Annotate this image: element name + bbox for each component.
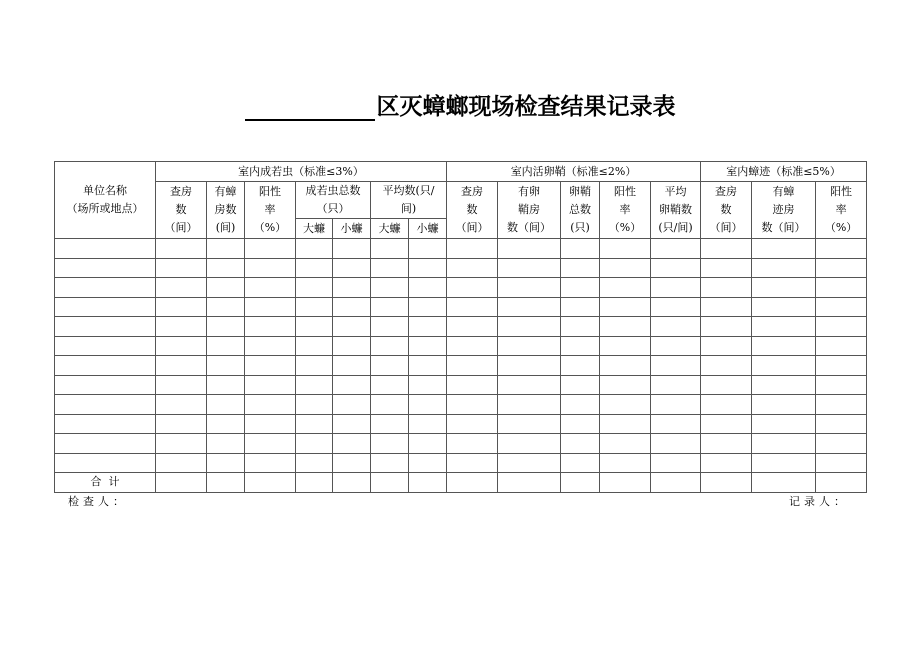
table-cell[interactable] [447,473,498,493]
table-cell[interactable] [498,395,561,415]
inspection-record-table [54,161,867,493]
table-cell[interactable] [55,278,156,298]
table-cell[interactable] [296,434,333,454]
table-cell[interactable] [156,317,207,337]
table-cell[interactable] [333,317,371,337]
table-cell[interactable] [701,336,752,356]
table-cell[interactable] [600,239,651,259]
table-cell[interactable] [156,434,207,454]
table-cell[interactable] [55,297,156,317]
table-cell[interactable] [409,239,447,259]
table-cell[interactable] [816,356,867,376]
table-cell[interactable] [409,297,447,317]
table-cell[interactable] [333,414,371,434]
total-row [55,473,867,493]
size-label-small: 小蠊 [409,219,447,239]
table-cell[interactable] [561,434,600,454]
table-cell[interactable] [651,278,701,298]
table-cell[interactable] [752,434,816,454]
col-header-rooms-with-traces: 有蟑 迹房 数（间） [752,182,816,239]
table-cell[interactable] [561,414,600,434]
table-cell[interactable] [296,278,333,298]
table-cell[interactable] [447,278,498,298]
table-row [55,317,867,337]
table-cell[interactable] [752,258,816,278]
table-cell[interactable] [816,395,867,415]
table-cell[interactable] [701,297,752,317]
table-cell[interactable] [816,297,867,317]
table-cell[interactable] [245,317,296,337]
col-header-nymph-total: 成若虫总数 （只） [296,182,371,219]
district-name-blank [245,97,375,121]
table-cell[interactable] [409,356,447,376]
col-header-positive-rate-2: 阳性 率 （%） [600,182,651,239]
table-cell[interactable] [752,395,816,415]
table-row [55,375,867,395]
table-cell[interactable] [296,453,333,473]
size-label-small: 小蠊 [333,219,371,239]
table-cell[interactable] [156,375,207,395]
table-cell[interactable] [600,395,651,415]
table-cell[interactable] [600,414,651,434]
table-cell[interactable] [600,336,651,356]
table-cell[interactable] [600,317,651,337]
table-cell[interactable] [447,336,498,356]
col-header-rooms-with-oothecae: 有卵 鞘房 数（间） [498,182,561,239]
table-cell[interactable] [498,336,561,356]
table-cell[interactable] [333,473,371,493]
size-label-large: 大蠊 [296,219,333,239]
table-cell[interactable] [498,453,561,473]
table-cell[interactable] [333,453,371,473]
table-cell[interactable] [245,395,296,415]
total-label: 合 计 [55,473,156,493]
table-cell[interactable] [498,239,561,259]
table-cell[interactable] [371,239,409,259]
table-cell[interactable] [55,336,156,356]
table-row [55,414,867,434]
table-cell[interactable] [245,258,296,278]
table-cell[interactable] [333,239,371,259]
table-cell[interactable] [409,317,447,337]
col-header-rooms-checked: 查房 数 （间） [156,182,207,239]
document-title [0,88,920,121]
table-cell[interactable] [447,239,498,259]
table-cell[interactable] [296,297,333,317]
table-row [55,395,867,415]
table-cell[interactable] [816,317,867,337]
table-cell[interactable] [409,453,447,473]
table-cell[interactable] [701,317,752,337]
table-cell[interactable] [816,453,867,473]
table-cell[interactable] [371,297,409,317]
table-cell[interactable] [156,395,207,415]
table-cell[interactable] [409,473,447,493]
table-cell[interactable] [651,395,701,415]
table-cell[interactable] [600,278,651,298]
table-cell[interactable] [600,473,651,493]
table-cell[interactable] [371,473,409,493]
table-cell[interactable] [447,297,498,317]
col-header-rooms-checked-2: 查房 数 （间） [447,182,498,239]
table-cell[interactable] [561,356,600,376]
table-cell[interactable] [816,239,867,259]
unit-name-header: 单位名称 （场所或地点） [55,162,156,239]
table-cell[interactable] [333,395,371,415]
table-cell[interactable] [409,278,447,298]
table-cell[interactable] [55,239,156,259]
table-cell[interactable] [561,375,600,395]
table-cell[interactable] [371,356,409,376]
table-cell[interactable] [701,453,752,473]
table-cell[interactable] [207,278,245,298]
table-cell[interactable] [156,336,207,356]
table-row [55,278,867,298]
table-cell[interactable] [498,258,561,278]
table-row [55,239,867,259]
group-header-nymphs: 室内成若虫（标准≤3%） [156,162,447,182]
table-cell[interactable] [561,297,600,317]
table-cell[interactable] [752,356,816,376]
table-cell[interactable] [651,336,701,356]
table-cell[interactable] [447,375,498,395]
table-cell[interactable] [207,473,245,493]
table-cell[interactable] [447,317,498,337]
table-cell[interactable] [752,336,816,356]
table-cell[interactable] [409,414,447,434]
table-cell[interactable] [816,434,867,454]
table-cell[interactable] [498,473,561,493]
table-cell[interactable] [296,336,333,356]
table-cell[interactable] [816,278,867,298]
table-cell[interactable] [816,258,867,278]
table-cell[interactable] [156,278,207,298]
table-cell[interactable] [296,375,333,395]
table-cell[interactable] [371,414,409,434]
table-row [55,258,867,278]
table-cell[interactable] [333,336,371,356]
table-cell[interactable] [371,375,409,395]
table-cell[interactable] [156,473,207,493]
table-cell[interactable] [651,375,701,395]
table-cell[interactable] [498,356,561,376]
title-text: 区灭蟑螂现场检查结果记录表 [376,94,676,120]
table-cell[interactable] [371,317,409,337]
table-cell[interactable] [296,317,333,337]
table-row [55,453,867,473]
table-cell[interactable] [701,375,752,395]
table-cell[interactable] [245,375,296,395]
table-cell[interactable] [651,473,701,493]
table-cell[interactable] [296,258,333,278]
table-row [55,297,867,317]
table-cell[interactable] [333,434,371,454]
table-cell[interactable] [651,297,701,317]
table-cell[interactable] [207,258,245,278]
table-cell[interactable] [561,395,600,415]
table-cell[interactable] [600,453,651,473]
table-cell[interactable] [816,473,867,493]
table-cell[interactable] [498,297,561,317]
table-cell[interactable] [55,434,156,454]
col-header-average: 平均数(只/ 间) [371,182,447,219]
table-cell[interactable] [447,453,498,473]
table-cell[interactable] [296,414,333,434]
table-cell[interactable] [600,297,651,317]
table-cell[interactable] [156,258,207,278]
table-cell[interactable] [156,453,207,473]
table-cell[interactable] [156,356,207,376]
table-cell[interactable] [156,239,207,259]
table-cell[interactable] [561,473,600,493]
table-cell[interactable] [156,414,207,434]
table-cell[interactable] [816,375,867,395]
table-cell[interactable] [816,336,867,356]
col-header-rooms-checked-3: 查房 数 （间） [701,182,752,239]
table-cell[interactable] [207,356,245,376]
table-cell[interactable] [207,239,245,259]
table-cell[interactable] [752,375,816,395]
table-cell[interactable] [752,317,816,337]
table-cell[interactable] [371,453,409,473]
table-cell[interactable] [55,375,156,395]
table-cell[interactable] [245,297,296,317]
table-cell[interactable] [816,414,867,434]
table-cell[interactable] [207,317,245,337]
table-cell[interactable] [600,375,651,395]
table-cell[interactable] [561,278,600,298]
table-cell[interactable] [156,297,207,317]
table-cell[interactable] [752,414,816,434]
table-cell[interactable] [245,434,296,454]
table-cell[interactable] [752,239,816,259]
table-cell[interactable] [701,473,752,493]
table-cell[interactable] [55,317,156,337]
table-cell[interactable] [701,356,752,376]
table-cell[interactable] [333,258,371,278]
table-cell[interactable] [498,414,561,434]
table-cell[interactable] [409,395,447,415]
table-cell[interactable] [207,297,245,317]
table-row [55,356,867,376]
table-cell[interactable] [447,258,498,278]
table-cell[interactable] [752,453,816,473]
table-cell[interactable] [55,258,156,278]
col-header-positive-rate-3: 阳性 率 （%） [816,182,867,239]
table-cell[interactable] [245,239,296,259]
table-cell[interactable] [371,258,409,278]
table-cell[interactable] [207,336,245,356]
table-cell[interactable] [651,434,701,454]
table-cell[interactable] [561,336,600,356]
table-cell[interactable] [296,473,333,493]
table-cell[interactable] [55,356,156,376]
col-header-rooms-with-cockroaches: 有蟑 房数 (间) [207,182,245,239]
col-header-average-oothecae: 平均 卵鞘数 (只/间) [651,182,701,239]
table-cell[interactable] [245,278,296,298]
table-cell[interactable] [207,375,245,395]
table-cell[interactable] [752,278,816,298]
table-cell[interactable] [498,317,561,337]
table-cell[interactable] [561,239,600,259]
table-cell[interactable] [561,317,600,337]
table-row [55,434,867,454]
table-cell[interactable] [409,258,447,278]
col-header-ootheca-total: 卵鞘 总数 (只) [561,182,600,239]
table-cell[interactable] [600,434,651,454]
table-cell[interactable] [371,434,409,454]
table-cell[interactable] [207,414,245,434]
table-cell[interactable] [561,258,600,278]
table-cell[interactable] [245,336,296,356]
table-cell[interactable] [296,356,333,376]
inspector-label: 检查人： [68,495,128,508]
table-cell[interactable] [447,434,498,454]
table-cell[interactable] [498,375,561,395]
table-cell[interactable] [409,375,447,395]
table-cell[interactable] [752,473,816,493]
table-cell[interactable] [409,434,447,454]
table-cell[interactable] [296,239,333,259]
table-cell[interactable] [651,453,701,473]
table-cell[interactable] [207,434,245,454]
table-cell[interactable] [55,414,156,434]
table-cell[interactable] [561,453,600,473]
table-cell[interactable] [651,258,701,278]
table-cell[interactable] [333,278,371,298]
table-cell[interactable] [651,317,701,337]
table-cell[interactable] [701,258,752,278]
table-cell[interactable] [447,356,498,376]
table-cell[interactable] [333,297,371,317]
table-cell[interactable] [333,356,371,376]
col-header-positive-rate: 阳性 率 （%） [245,182,296,239]
table-cell[interactable] [651,414,701,434]
table-cell[interactable] [651,239,701,259]
table-cell[interactable] [651,356,701,376]
table-cell[interactable] [701,414,752,434]
table-cell[interactable] [498,278,561,298]
table-cell[interactable] [245,356,296,376]
table-cell[interactable] [296,395,333,415]
table-cell[interactable] [447,395,498,415]
table-cell[interactable] [701,239,752,259]
recorder-label: 记录人： [789,495,849,508]
table-cell[interactable] [207,453,245,473]
table-cell[interactable] [447,414,498,434]
table-cell[interactable] [371,336,409,356]
table-cell[interactable] [752,297,816,317]
table-row [55,336,867,356]
table-cell[interactable] [333,375,371,395]
table-cell[interactable] [498,434,561,454]
table-cell[interactable] [600,356,651,376]
table-cell[interactable] [245,453,296,473]
table-cell[interactable] [701,395,752,415]
table-cell[interactable] [371,278,409,298]
table-cell[interactable] [245,414,296,434]
table-cell[interactable] [245,473,296,493]
table-cell[interactable] [600,258,651,278]
table-cell[interactable] [55,453,156,473]
table-cell[interactable] [701,278,752,298]
table-cell[interactable] [409,336,447,356]
size-label-large: 大蠊 [371,219,409,239]
table-cell[interactable] [371,395,409,415]
table-cell[interactable] [701,434,752,454]
group-header-traces: 室内蟑迹（标准≤5%） [701,162,867,182]
group-header-oothecae: 室内活卵鞘（标准≤2%） [447,162,701,182]
table-cell[interactable] [207,395,245,415]
table-cell[interactable] [55,395,156,415]
